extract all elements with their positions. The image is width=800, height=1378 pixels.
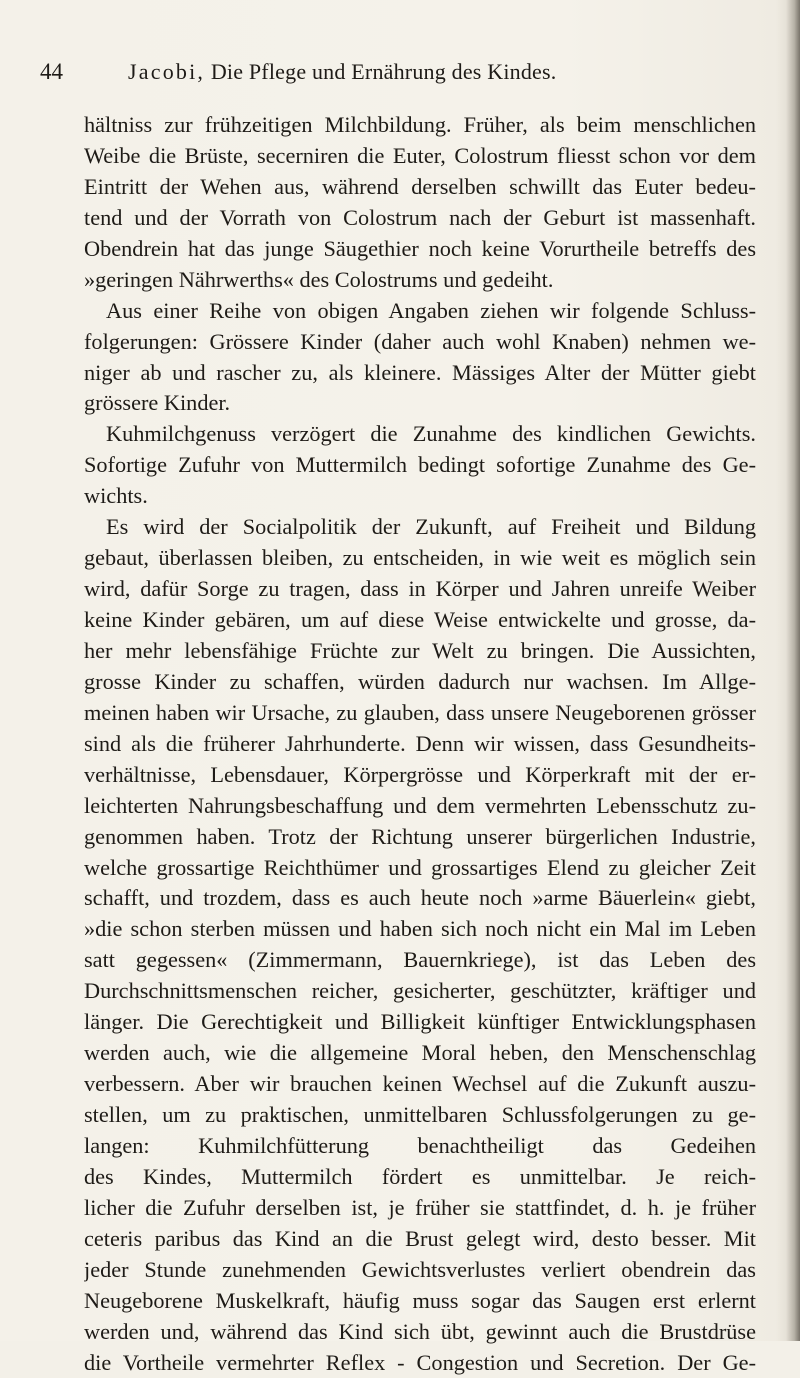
text-line: wichts. [84, 481, 756, 512]
text-line: jeder Stunde zunehmenden Gewichtsverlustes verliert obendrein das [84, 1255, 756, 1286]
body-text [84, 110, 756, 1378]
text-line: werden auch, wie die allgemeine Moral heben, den Menschenschlag [84, 1038, 756, 1069]
text-line: schafft, und trozdem, dass es auch heute noch »arme Bäuerlein« giebt, [84, 883, 756, 914]
book-title: Die Pflege und Ernährung des Kindes. [211, 59, 557, 84]
text-line: die Vortheile vermehrter Reflex - Congestion und Secretion. Der Ge- [84, 1348, 756, 1378]
text-line: folgerungen: Grössere Kinder (daher auch wohl Knaben) nehmen we- [84, 327, 756, 358]
text-line: grössere Kinder. [84, 388, 756, 419]
text-line: Es wird der Socialpolitik der Zukunft, auf Freiheit und Bildung [84, 512, 756, 543]
text-line: welche grossartige Reichthümer und grossartiges Elend zu gleicher Zeit [84, 853, 756, 884]
text-line: hältniss zur frühzeitigen Milchbildung. Früher, als beim menschlichen [84, 110, 756, 141]
text-line: Eintritt der Wehen aus, während derselben schwillt das Euter bedeu- [84, 172, 756, 203]
text-line: niger ab und rascher zu, als kleinere. Mässiges Alter der Mütter giebt [84, 358, 756, 389]
running-title [128, 54, 557, 90]
text-line: stellen, um zu praktischen, unmittelbaren Schlussfolgerungen zu ge- [84, 1100, 756, 1131]
text-line: meinen haben wir Ursache, zu glauben, dass unsere Neugeborenen grösser [84, 698, 756, 729]
page-gutter-shadow [786, 0, 800, 1341]
text-line: verhältnisse, Lebensdauer, Körpergrösse und Körperkraft mit der er- [84, 760, 756, 791]
text-line: leichterten Nahrungsbeschaffung und dem vermehrten Lebensschutz zu- [84, 791, 756, 822]
text-line: grosse Kinder zu schaffen, würden dadurch nur wachsen. Im Allge- [84, 667, 756, 698]
text-line: Kuhmilchgenuss verzögert die Zunahme des kindlichen Gewichts. [84, 419, 756, 450]
text-line: sind als die früherer Jahrhunderte. Denn wir wissen, dass Gesundheits- [84, 729, 756, 760]
text-line: genommen haben. Trotz der Richtung unserer bürgerlichen Industrie, [84, 822, 756, 853]
text-line: langen: Kuhmilchfütterung benachtheiligt das Gedeihen [84, 1131, 756, 1162]
text-line: Neugeborene Muskelkraft, häufig muss sogar das Saugen erst erlernt [84, 1286, 756, 1317]
text-line: ceteris paribus das Kind an die Brust gelegt wird, desto besser. Mit [84, 1224, 756, 1255]
page-number: 44 [40, 54, 63, 90]
text-line: wird, dafür Sorge zu tragen, dass in Körper und Jahren unreife Weiber [84, 574, 756, 605]
text-line: gebaut, überlassen bleiben, zu entscheiden, in wie weit es möglich sein [84, 543, 756, 574]
text-line: tend und der Vorrath von Colostrum nach der Geburt ist massenhaft. [84, 203, 756, 234]
text-line: des Kindes, Muttermilch fördert es unmittelbar. Je reich- [84, 1162, 756, 1193]
running-header [0, 54, 800, 90]
text-line: länger. Die Gerechtigkeit und Billigkeit künftiger Entwicklungsphasen [84, 1007, 756, 1038]
text-line: her mehr lebensfähige Früchte zur Welt zu bringen. Die Aussichten, [84, 636, 756, 667]
text-line: Obendrein hat das junge Säugethier noch keine Vorurtheile betreffs des [84, 234, 756, 265]
text-line: satt gegessen« (Zimmermann, Bauernkriege), ist das Leben des [84, 945, 756, 976]
author-name: Jacobi, [128, 59, 205, 84]
text-line: verbessern. Aber wir brauchen keinen Wechsel auf die Zukunft auszu- [84, 1069, 756, 1100]
text-line: werden und, während das Kind sich übt, gewinnt auch die Brustdrüse [84, 1317, 756, 1348]
text-line: licher die Zufuhr derselben ist, je früher sie stattfindet, d. h. je früher [84, 1193, 756, 1224]
text-line: »die schon sterben müssen und haben sich noch nicht ein Mal im Leben [84, 914, 756, 945]
text-line: Aus einer Reihe von obigen Angaben ziehen wir folgende Schluss- [84, 296, 756, 327]
text-line: Weibe die Brüste, secerniren die Euter, Colostrum fliesst schon vor dem [84, 141, 756, 172]
text-line: »geringen Nährwerths« des Colostrums und gedeiht. [84, 265, 756, 296]
text-line: Sofortige Zufuhr von Muttermilch bedingt sofortige Zunahme des Ge- [84, 450, 756, 481]
text-line: Durchschnittsmenschen reicher, gesicherter, geschützter, kräftiger und [84, 976, 756, 1007]
text-line: keine Kinder gebären, um auf diese Weise entwickelte und grosse, da- [84, 605, 756, 636]
